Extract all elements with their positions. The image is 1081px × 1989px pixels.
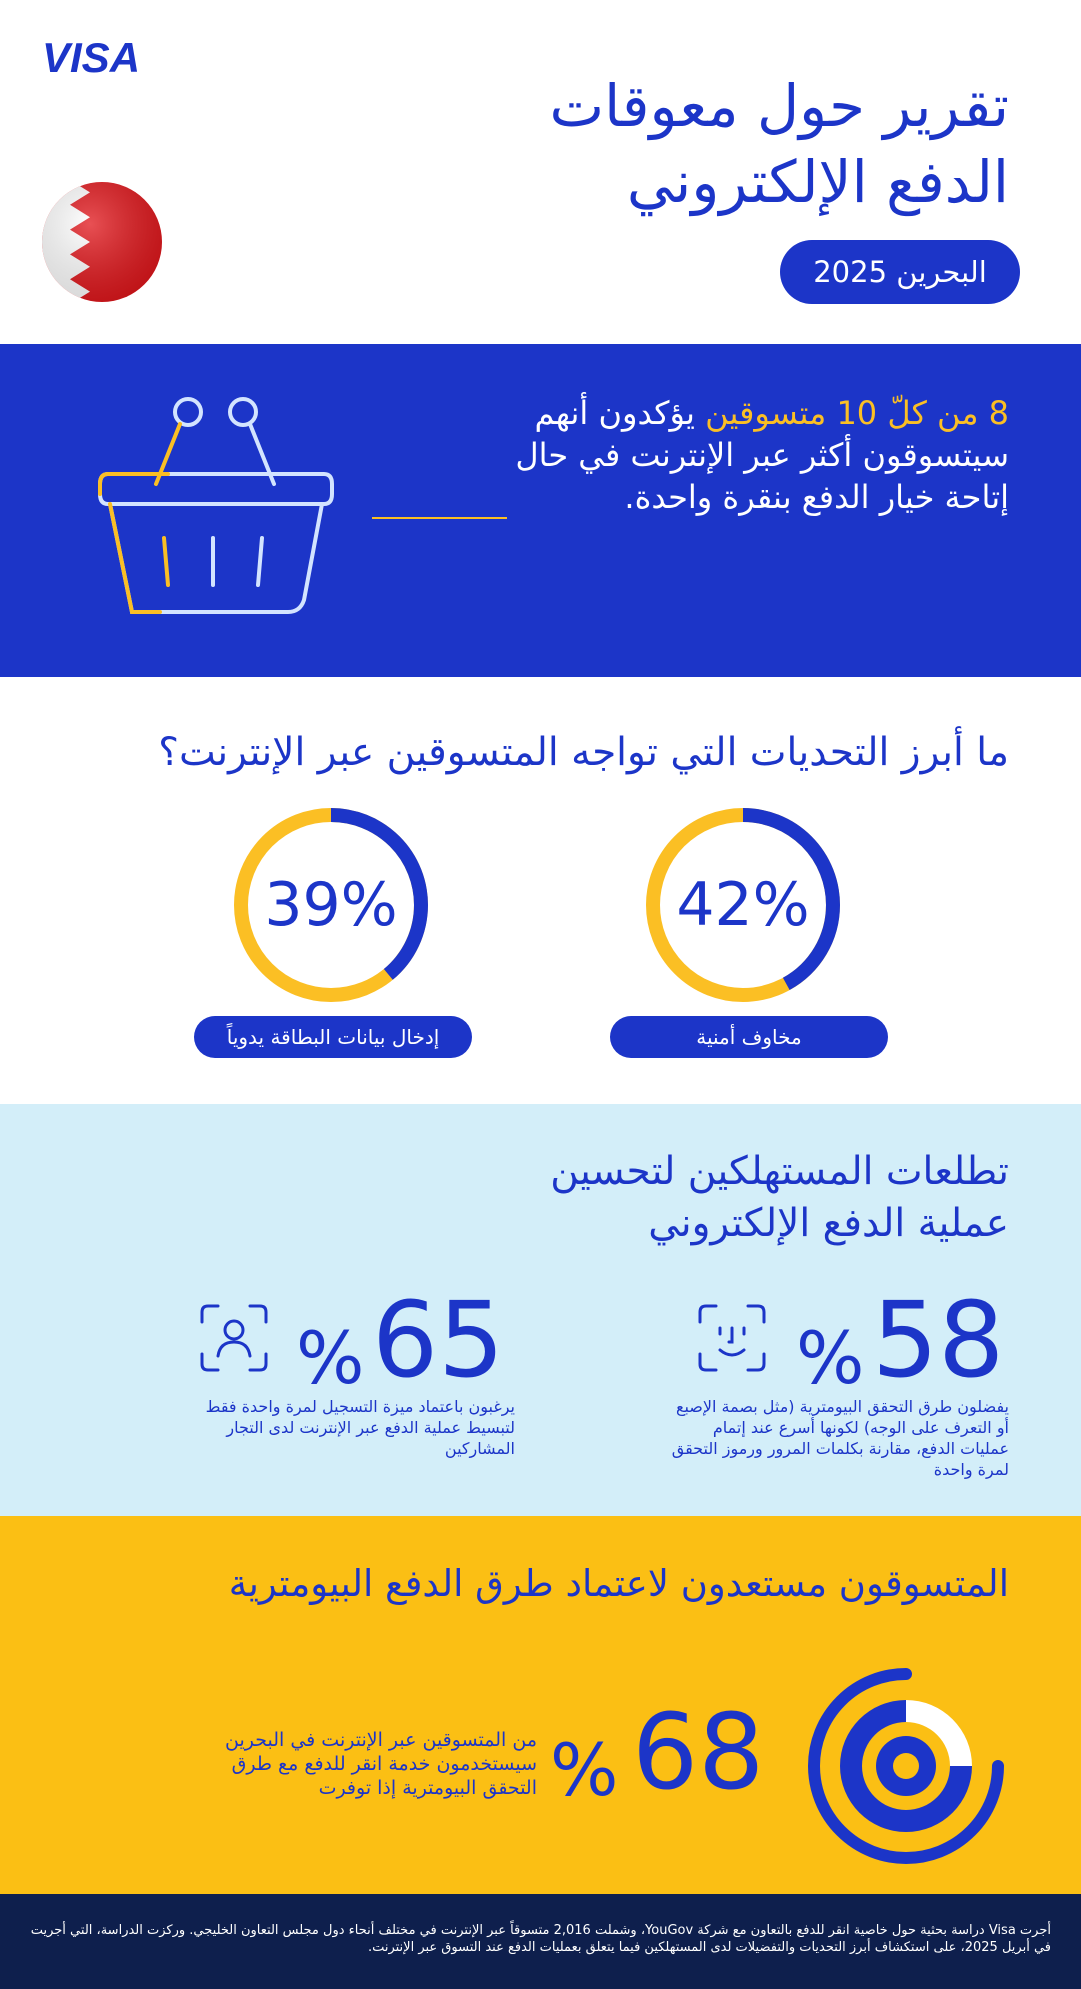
intro-stat-highlight: 8 من كلّ 10 متسوقين: [705, 394, 1009, 432]
donut-value: 39%: [264, 870, 398, 940]
title-line-2: الدفع الإلكتروني: [626, 148, 1009, 216]
aspirations-heading-line-1: تطلعات المستهلكين لتحسين: [550, 1149, 1009, 1194]
security-concerns-donut: [638, 800, 848, 1010]
donut-value: 42%: [676, 870, 810, 940]
intro-stat-body: يؤكدون أنهم سيتسوقون أكثر عبر الإنترنت في حال إتاحة خيار الدفع بنقرة واحدة.: [515, 394, 1009, 516]
face-id-icon: [696, 1302, 768, 1374]
aspirations-heading-line-2: عملية الدفع الإلكتروني: [648, 1201, 1009, 1246]
visa-logo: [42, 34, 160, 78]
intro-stat-text: [449, 392, 1009, 518]
challenges-heading: ما أبرز التحديات التي تواجه المتسوقين عبر الإنترنت؟: [158, 730, 1009, 775]
aspirations-heading: [309, 1146, 1009, 1250]
country-year-badge: البحرين 2025: [780, 240, 1020, 304]
stat-number: 65: [372, 1279, 505, 1401]
percent-sign: %: [796, 1316, 865, 1400]
biometric-heading: المتسوقون مستعدون لاعتماد طرق الدفع البيومترية: [228, 1562, 1009, 1605]
fingerprint-target-icon: [800, 1660, 1012, 1872]
challenge-label-manual-entry: إدخال بيانات البطاقة يدوياً: [194, 1016, 472, 1058]
bahrain-flag-icon: [40, 180, 164, 304]
visa-logo-text: VISA: [42, 34, 141, 78]
biometric-adoption-stat: [550, 1691, 800, 1813]
title-line-1: تقرير حول معوقات: [549, 72, 1009, 140]
percent-sign: %: [550, 1728, 619, 1812]
biometric-adoption-description: من المتسوقين عبر الإنترنت في البحرين سيستخدمون خدمة انقر للدفع مع طرق التحقق البيومترية إذا توفرت: [224, 1729, 537, 1799]
user-scan-icon: [198, 1302, 270, 1374]
biometric-preference-description: يفضلون طرق التحقق البيومترية (مثل بصمة الإصبع أو التعرف على الوجه) لكونها أسرع عند إتمام عمليات الدفع، مقارنة بكلمات المرور ورموز التحقق لمرة واحدة: [671, 1397, 1009, 1479]
stat-number: 68: [632, 1691, 765, 1813]
percent-sign: %: [296, 1316, 365, 1400]
challenge-label-security: مخاوف أمنية: [610, 1016, 888, 1058]
page-title: [369, 68, 1009, 220]
single-signup-description: يرغبون باعتماد ميزة التسجيل لمرة واحدة فقط لتبسيط عملية الدفع عبر الإنترنت لدى التجار المشاركين: [205, 1397, 515, 1458]
shopping-basket-icon: [88, 390, 338, 630]
decorative-line: [372, 517, 507, 519]
manual-card-entry-donut: [226, 800, 436, 1010]
footer-note: أجرت Visa دراسة بحثية حول خاصية انقر للدفع بالتعاون مع شركة YouGov، وشملت 2,016 متسوقاً عبر الإنترنت في مختلف أنحاء دول مجلس التعاون الخليجي. وركزت الدراسة، التي أجريت في أبريل 2025، على استكشاف أبرز التحديات والتفضيلات لدى المستهلكين فيما يتعلق بعمليات الدفع عند التسوق عبر الإنترنت.: [30, 1923, 1051, 1955]
stat-number: 58: [872, 1279, 1005, 1401]
